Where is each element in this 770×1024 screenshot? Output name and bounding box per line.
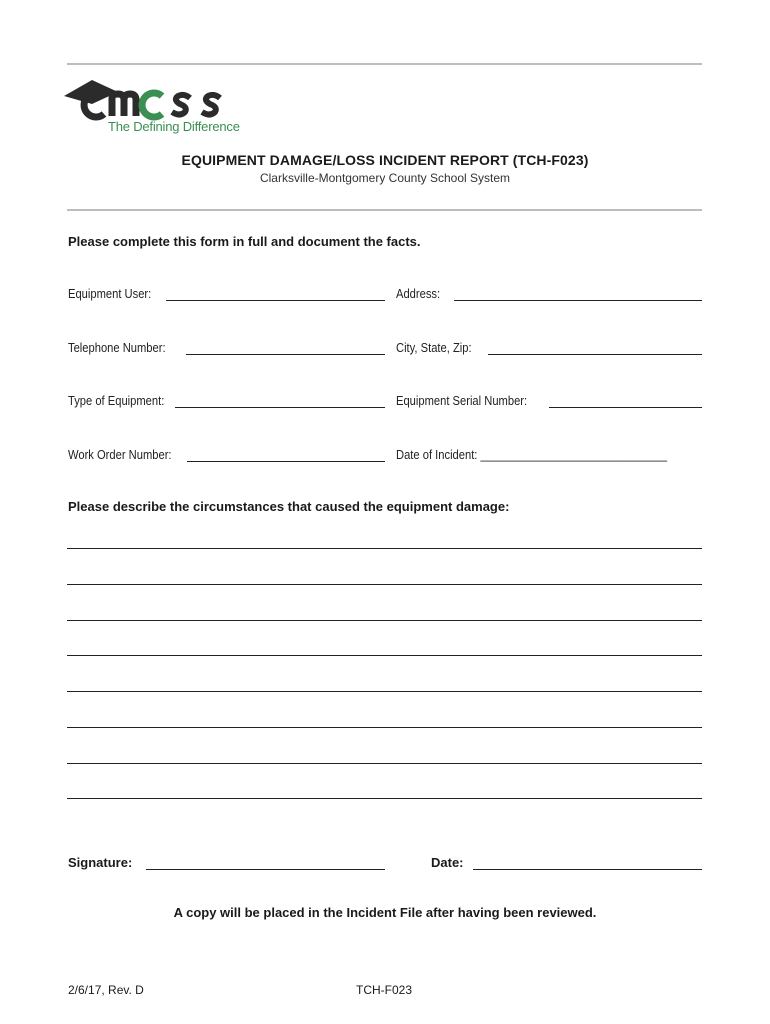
- address-field[interactable]: [454, 300, 702, 301]
- description-line[interactable]: [67, 763, 702, 764]
- serial-number-field[interactable]: [549, 407, 702, 408]
- form-subtitle: Clarksville-Montgomery County School System: [259, 171, 511, 185]
- review-note: A copy will be placed in the Incident File after having been reviewed.: [173, 905, 597, 920]
- equipment-user-field[interactable]: [166, 300, 385, 301]
- description-line[interactable]: [67, 727, 702, 728]
- description-line[interactable]: [67, 655, 702, 656]
- date-label: Date:: [431, 855, 464, 870]
- equipment-type-label: Type of Equipment:: [68, 393, 165, 408]
- description-line[interactable]: [67, 620, 702, 621]
- date-field[interactable]: [473, 869, 702, 870]
- city-state-zip-field[interactable]: [488, 354, 702, 355]
- serial-number-label: Equipment Serial Number:: [396, 393, 528, 408]
- description-prompt: Please describe the circumstances that caused the equipment damage:: [68, 499, 510, 514]
- instructions: Please complete this form in full and document the facts.: [68, 234, 421, 249]
- form-title: EQUIPMENT DAMAGE/LOSS INCIDENT REPORT (TCH-F023): [181, 152, 589, 168]
- description-line[interactable]: [67, 584, 702, 585]
- work-order-label: Work Order Number:: [68, 447, 172, 462]
- equipment-user-label: Equipment User:: [68, 286, 152, 301]
- work-order-field[interactable]: [187, 461, 385, 462]
- top-divider: [67, 63, 702, 65]
- logo-tagline: The Defining Difference: [108, 119, 240, 134]
- equipment-type-field[interactable]: [175, 407, 385, 408]
- signature-label: Signature:: [68, 855, 133, 870]
- header-divider: [67, 209, 702, 211]
- telephone-label: Telephone Number:: [68, 340, 166, 355]
- city-state-zip-label: City, State, Zip:: [396, 340, 472, 355]
- description-line[interactable]: [67, 691, 702, 692]
- signature-field[interactable]: [146, 869, 385, 870]
- description-line[interactable]: [67, 548, 702, 549]
- address-label: Address:: [396, 286, 441, 301]
- telephone-field[interactable]: [186, 354, 385, 355]
- description-line[interactable]: [67, 798, 702, 799]
- date-of-incident-field[interactable]: Date of Incident: ______________________________: [396, 447, 668, 462]
- footer-revision: 2/6/17, Rev. D: [68, 983, 144, 997]
- footer-form-id: TCH-F023: [356, 983, 413, 997]
